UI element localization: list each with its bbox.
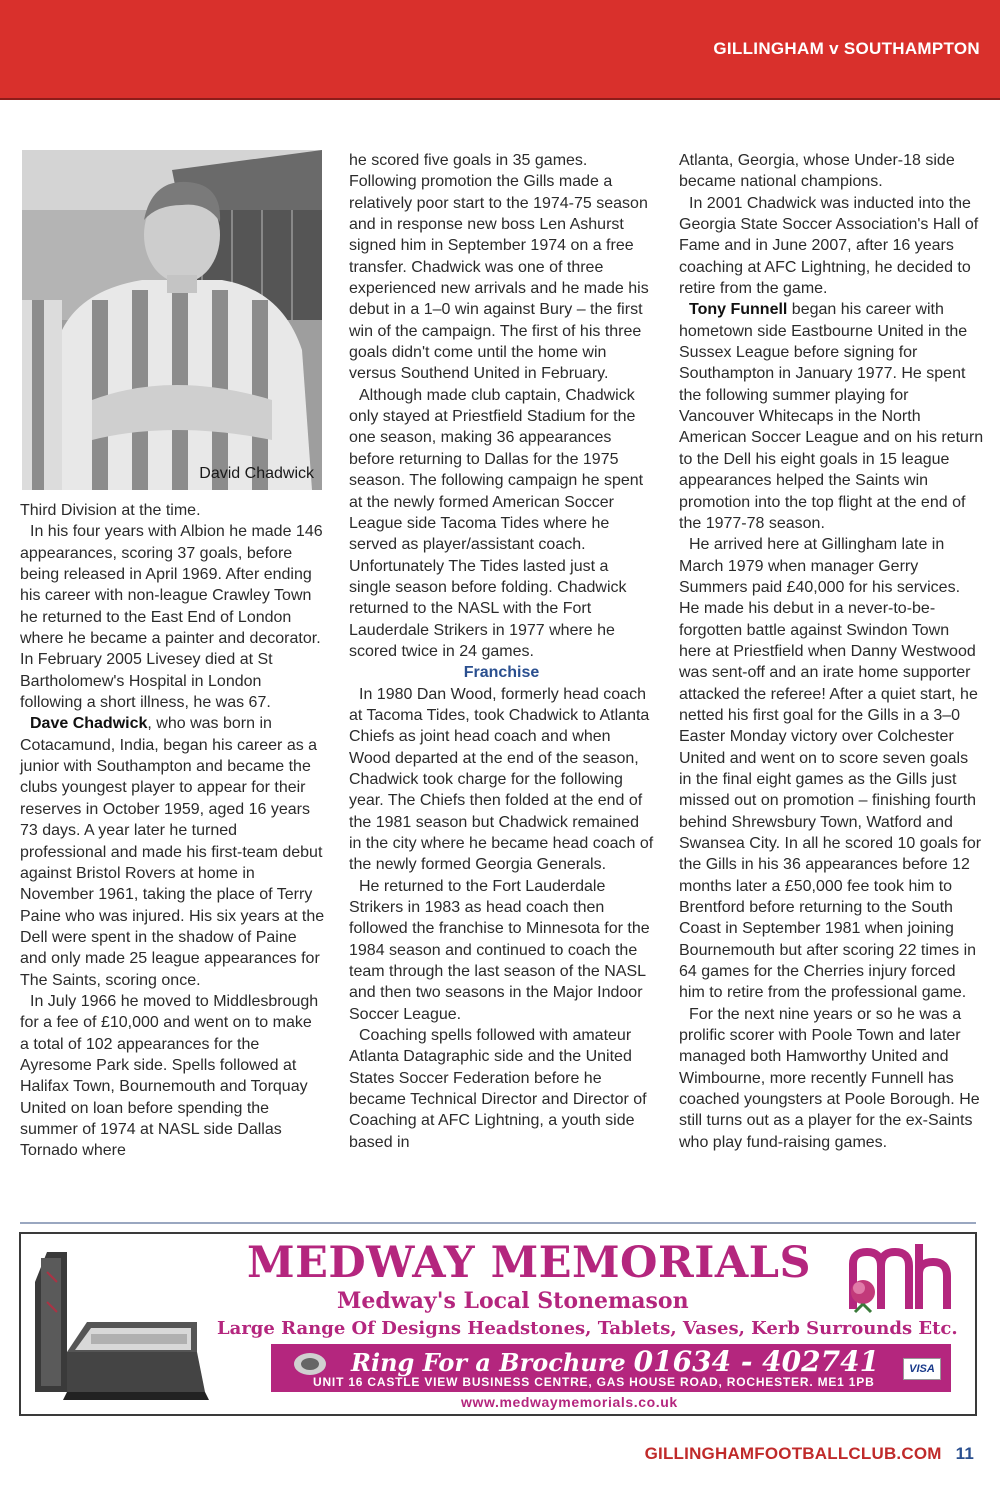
paragraph: Coaching spells followed with amateur Atlanta Datagraphic side and the United States Soccer Federation before he became Technical Director and Director of Coaching at AFC Lightning, a youth side based in <box>349 1027 647 1151</box>
page-number: 11 <box>955 1444 974 1463</box>
paragraph: For the next nine years or so he was a prolific scorer with Poole Town and later managed both Hamworthy United and Wimbourne, more recently Funnell has coached youngsters at Poole Borough. He still turns out as a player for the ex-Saints who play fund-raising games. <box>679 1005 980 1151</box>
paragraph: In his four years with Albion he made 146 appearances, scoring 37 goals, before being released in April 1969. After ending his career with non-league Crawley Town he returned to the East End of London where he became a painter and decorator. In February 2005 Livesey died at St Bartholomew's Hospital in London following a short illness, he was 67. <box>20 523 323 712</box>
header-band <box>0 0 1000 100</box>
ad-website[interactable]: www.medwaymemorials.co.uk <box>461 1394 678 1410</box>
ad-phone <box>351 1345 879 1378</box>
ad-title: MEDWAY MEMORIALS <box>247 1238 812 1288</box>
paragraph: In 2001 Chadwick was inducted into the Georgia State Soccer Association's Hall of Fame and in June 2007, after 16 years coaching at AFC Lightning, he decided to retire from the game. <box>679 194 979 298</box>
footer-site[interactable]: GILLINGHAMFOOTBALLCLUB.COM <box>644 1444 942 1463</box>
mm-monogram-rose-icon <box>833 1234 963 1314</box>
paragraph: In July 1966 he moved to Middlesbrough for a fee of £10,000 and went on to make a total of 102 appearances for the Ayresome Park side. Spells followed at Halifax Town, Bournemouth and Torquay United on loan before spending the summer of 1974 at NASL side Dallas Tornado where <box>20 992 319 1160</box>
ad-address: UNIT 16 CASTLE VIEW BUSINESS CENTRE, GAS HOUSE ROAD, ROCHESTER. ME1 1PB <box>313 1375 875 1389</box>
player-photo-icon <box>22 150 322 490</box>
paragraph: He arrived here at Gillingham late in March 1979 when manager Gerry Summers paid £40,000 for his services. He made his debut in a never-to-be-forgotten battle against Swindon Town here at Priestfield when Danny Westwood was sent-off and an irate home supporter attacked the referee! After a quiet start, he netted his first goal for the Gills in a 3–0 Easter Monday victory over Colchester United and went on to score seven goals in the final eight games as the Gills just missed out on promotion – finishing fourth behind Shrewsbury Town, Watford and Swansea City. In all he scored 10 goals for the Gills in his 36 appearances before 12 months later a £50,000 fee took him to Brentford before returning to the South Coast in September 1981 when joining Bournemouth but after scoring 22 times in 64 games for the Cherries injury forced him to retire from the professional game. <box>679 536 982 1002</box>
page-footer <box>645 1444 974 1464</box>
section-subheading: Franchise <box>463 664 540 682</box>
divider <box>20 1222 976 1224</box>
paragraph-text: began his career with hometown side Eastbourne United in the Sussex League before signing for Southampton in January 1977. He spent the following summer playing for Vancouver Whitecaps in the North American Soccer League and on his return to the Dell his eight goals in 15 league appearances helped the Saints win promotion into the top flight at the end of the 1977-78 season. <box>679 301 984 532</box>
article-column-2 <box>349 150 654 1153</box>
page-header-title: GILLINGHAM v SOUTHAMPTON <box>713 39 980 58</box>
ad-range: Large Range Of Designs Headstones, Tablets, Vases, Kerb Surrounds Etc. <box>217 1318 958 1339</box>
ad-contact-bar <box>271 1344 951 1392</box>
paragraph: Atlanta, Georgia, whose Under-18 side became national champions. <box>679 152 955 191</box>
player-name: Tony Funnell <box>689 301 788 319</box>
advertisement <box>19 1232 977 1416</box>
photo-caption: David Chadwick <box>199 464 314 482</box>
paragraph-text: , who was born in Cotacamund, India, began his career as a junior with Southampton and became the clubs youngest player to appear for their reserves in October 1959, aged 16 years 73 days. A year later he turned professional and made his first-team debut against Bristol Rovers at home in November 1961, taking the place of Terry Paine who was injured. His six years at the Dell were spent in the shadow of Paine and only made 25 league appearances for The Saints, scoring once. <box>20 715 325 989</box>
player-photo <box>22 150 322 490</box>
article-column-1 <box>20 150 325 1162</box>
paragraph: He returned to the Fort Lauderdale Strikers in 1983 as head coach then followed the franchise to Minnesota for the 1984 season and continued to coach the team through the last season of the NASL and then two seasons in the Major Indoor Soccer League. <box>349 877 650 1023</box>
paragraph: he scored five goals in 35 games. Following promotion the Gills made a relatively poor start to the 1974-75 season and in response new boss Len Ashurst signed him in September 1974 on a free transfer. Chadwick was one of three experienced new arrivals and he made his debut in a 1–0 win against Bury – the first win of the campaign. The first of his three goals didn't come until the home win versus Southend United in February. <box>349 152 649 383</box>
paragraph: In 1980 Dan Wood, formerly head coach at Tacoma Tides, took Chadwick to Atlanta Chiefs as joint head coach and when Wood departed at the end of the season, Chadwick took charge for the following year. The Chiefs then folded at the end of the 1981 season but Chadwick remained in the city where he became head coach of the newly formed Georgia Generals. <box>349 685 654 874</box>
player-name: Dave Chadwick <box>30 715 148 733</box>
article-column-3 <box>679 150 984 1153</box>
paragraph <box>20 713 325 990</box>
paragraph: Third Division at the time. <box>20 502 201 519</box>
paragraph: Although made club captain, Chadwick only stayed at Priestfield Stadium for the one season, making 36 appearances before returning to Dallas for the 1975 season. The following campaign he spent at the newly formed American Soccer League side Tacoma Tides where he served as player/assistant coach. Unfortunately The Tides lasted just a single season before folding. Chadwick returned to the NASL with the Fort Lauderdale Strikers in 1977 where he scored twice in 24 games. <box>349 386 644 660</box>
ad-subtitle: Medway's Local Stonemason <box>337 1288 689 1314</box>
headstone-icon <box>27 1242 212 1402</box>
paragraph <box>679 299 984 534</box>
ad-phone-number: 01634 - 402741 <box>633 1345 880 1378</box>
visa-card-icon: VISA <box>903 1358 941 1380</box>
ad-phone-label: Ring For a Brochure <box>351 1348 626 1377</box>
company-badge-icon <box>293 1352 327 1376</box>
